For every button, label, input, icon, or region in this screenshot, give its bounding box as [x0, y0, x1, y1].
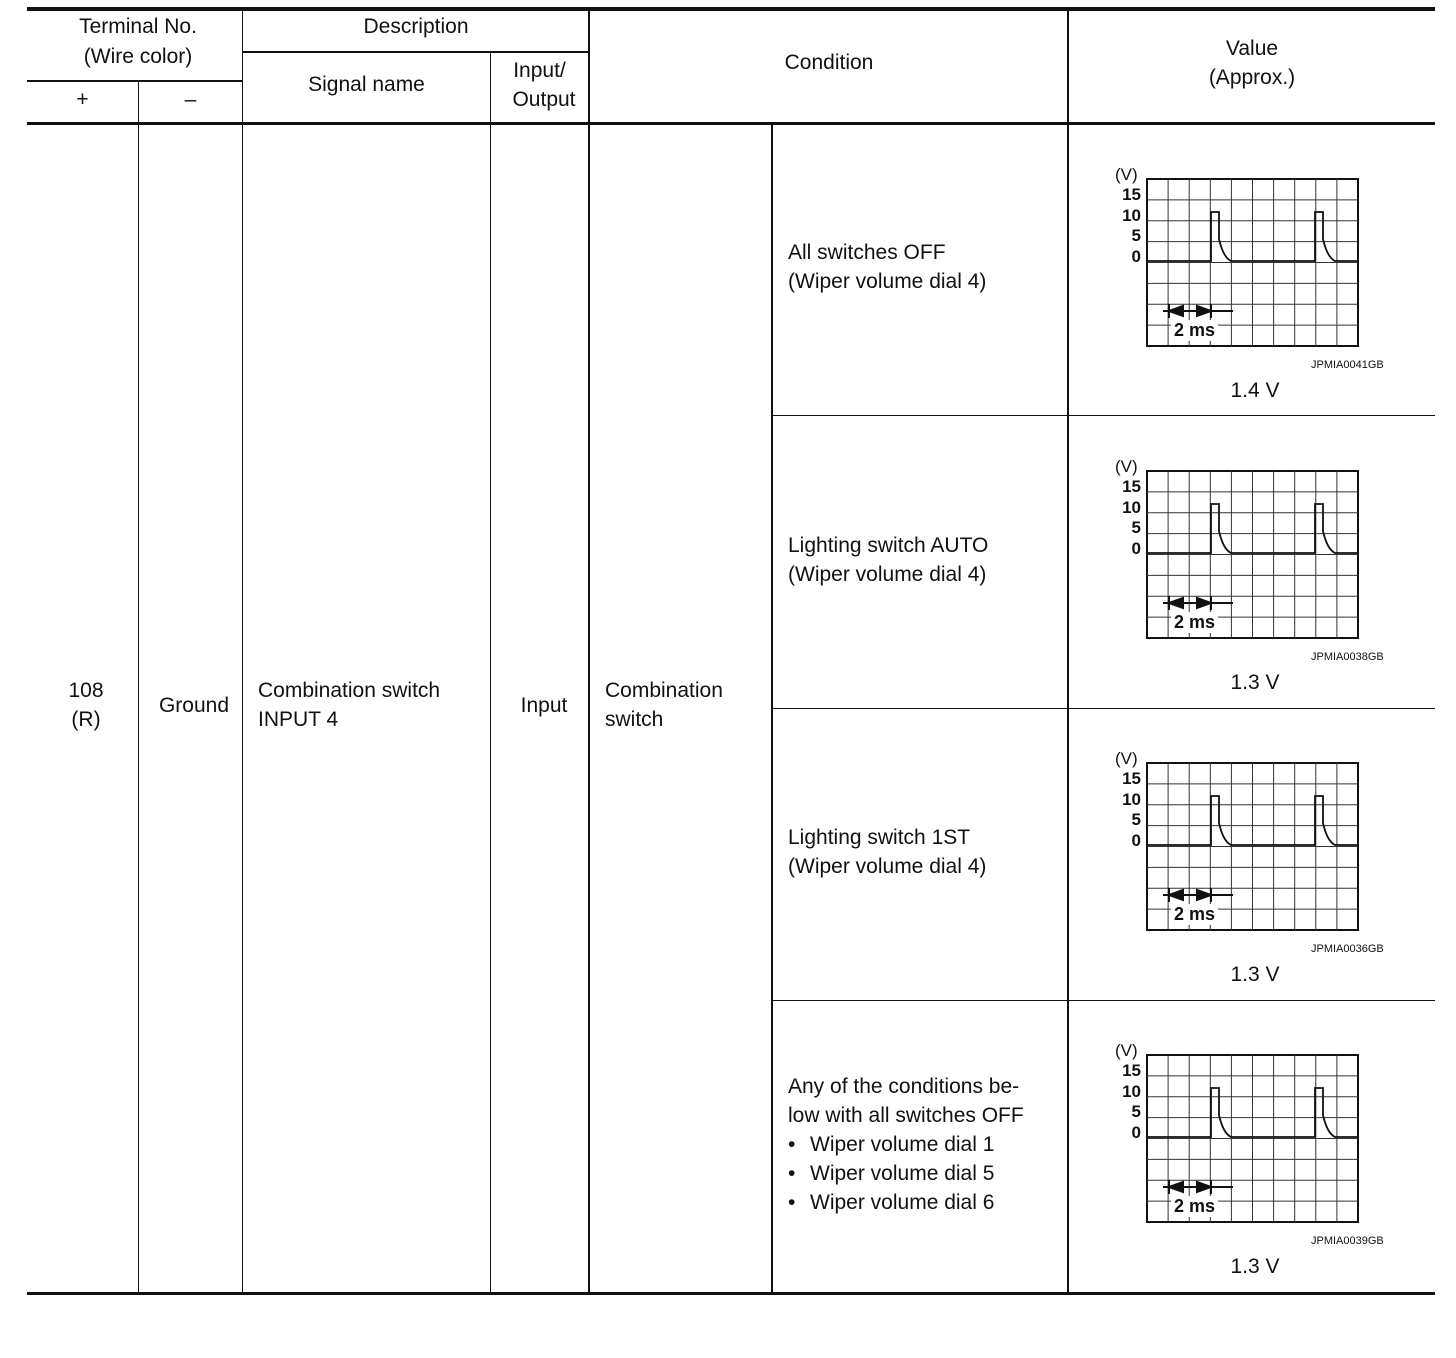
figure-code: JPMIA0038GB — [1311, 651, 1384, 663]
row-divider-1 — [772, 415, 1435, 416]
scope-y-tick: 10 — [1122, 497, 1141, 517]
header-signal-name: Signal name — [308, 73, 425, 96]
condition-main-line1: Combination — [605, 679, 723, 702]
bullet-item: • Wiper volume dial 1 — [788, 1130, 994, 1159]
scope-unit-label: (V) — [1115, 165, 1138, 184]
scope-y-tick: 0 — [1131, 246, 1141, 266]
scope-y-tick: 5 — [1131, 518, 1141, 537]
waveform-graph — [1069, 125, 1435, 415]
scope-y-tick: 5 — [1131, 226, 1141, 245]
table-top-rule — [27, 7, 1435, 11]
condition-2-line1: Lighting switch AUTO — [788, 534, 989, 557]
header-description: Description — [363, 15, 469, 38]
condition-4-line1: Any of the conditions be- — [788, 1075, 1020, 1098]
condition-2-line2: (Wiper volume dial 4) — [788, 563, 987, 586]
terminal-plus-number: 108 — [68, 679, 104, 702]
col-rule — [588, 9, 590, 1293]
header-terminal-no: Terminal No. — [79, 15, 197, 38]
scope-y-tick: 0 — [1131, 830, 1141, 850]
condition-4-bullets — [788, 1130, 994, 1217]
scope-time-label: 2 ms — [1171, 612, 1218, 633]
scope-y-tick: 10 — [1122, 789, 1141, 809]
header-minus: – — [184, 88, 197, 111]
scope-time-label: 2 ms — [1171, 904, 1218, 925]
col-rule — [242, 9, 243, 1293]
scope-y-tick: 15 — [1122, 769, 1141, 788]
scope-y-tick: 5 — [1131, 810, 1141, 829]
approx-value: 1.4 V — [1230, 379, 1280, 402]
scope-time-label: 2 ms — [1171, 1196, 1218, 1217]
approx-value: 1.3 V — [1230, 1255, 1280, 1278]
bullet-item: • Wiper volume dial 6 — [788, 1188, 994, 1217]
waveform-graph — [1069, 709, 1435, 999]
header-value-1: Value — [1225, 37, 1279, 60]
scope-unit-label: (V) — [1115, 457, 1138, 476]
header-wire-color: (Wire color) — [83, 45, 193, 68]
scope-time-label: 2 ms — [1171, 320, 1218, 341]
header-input-output-1: Input/ — [513, 59, 566, 82]
figure-code: JPMIA0041GB — [1311, 359, 1384, 371]
header-value-2: (Approx.) — [1208, 66, 1296, 89]
table-bottom-rule — [27, 1292, 1435, 1295]
scope-unit-label: (V) — [1115, 749, 1138, 768]
col-rule — [490, 52, 491, 1293]
scope-y-tick: 15 — [1122, 1061, 1141, 1080]
bullet-item: • Wiper volume dial 5 — [788, 1159, 994, 1188]
signal-name-line1: Combination switch — [258, 679, 441, 702]
condition-1-line1: All switches OFF — [788, 241, 946, 264]
scope-y-tick: 0 — [1131, 1122, 1141, 1142]
input-output: Input — [520, 694, 568, 717]
waveform-graph — [1069, 417, 1435, 707]
scope-unit-label: (V) — [1115, 1041, 1138, 1060]
terminal-plus-color: (R) — [71, 708, 101, 731]
header-plus: + — [76, 88, 89, 111]
terminal-sub-rule — [27, 80, 242, 82]
scope-y-tick: 15 — [1122, 477, 1141, 496]
desc-sub-rule — [242, 51, 589, 53]
signal-name-line2: INPUT 4 — [258, 708, 339, 731]
terminal-minus: Ground — [158, 694, 230, 717]
header-condition: Condition — [784, 51, 874, 74]
scope-y-tick: 10 — [1122, 1081, 1141, 1101]
approx-value: 1.3 V — [1230, 671, 1280, 694]
figure-code: JPMIA0036GB — [1311, 943, 1384, 955]
condition-1-line2: (Wiper volume dial 4) — [788, 270, 987, 293]
scope-y-tick: 15 — [1122, 185, 1141, 204]
condition-4-line2: low with all switches OFF — [788, 1104, 1024, 1127]
condition-main-line2: switch — [605, 708, 664, 731]
condition-3-line2: (Wiper volume dial 4) — [788, 855, 987, 878]
col-rule — [771, 123, 773, 1293]
header-input-output-2: Output — [512, 88, 576, 111]
scope-y-tick: 0 — [1131, 538, 1141, 558]
waveform-graph — [1069, 1001, 1435, 1291]
scope-y-tick: 10 — [1122, 205, 1141, 225]
figure-code: JPMIA0039GB — [1311, 1235, 1384, 1247]
approx-value: 1.3 V — [1230, 963, 1280, 986]
scope-y-tick: 5 — [1131, 1102, 1141, 1121]
condition-3-line1: Lighting switch 1ST — [788, 826, 971, 849]
